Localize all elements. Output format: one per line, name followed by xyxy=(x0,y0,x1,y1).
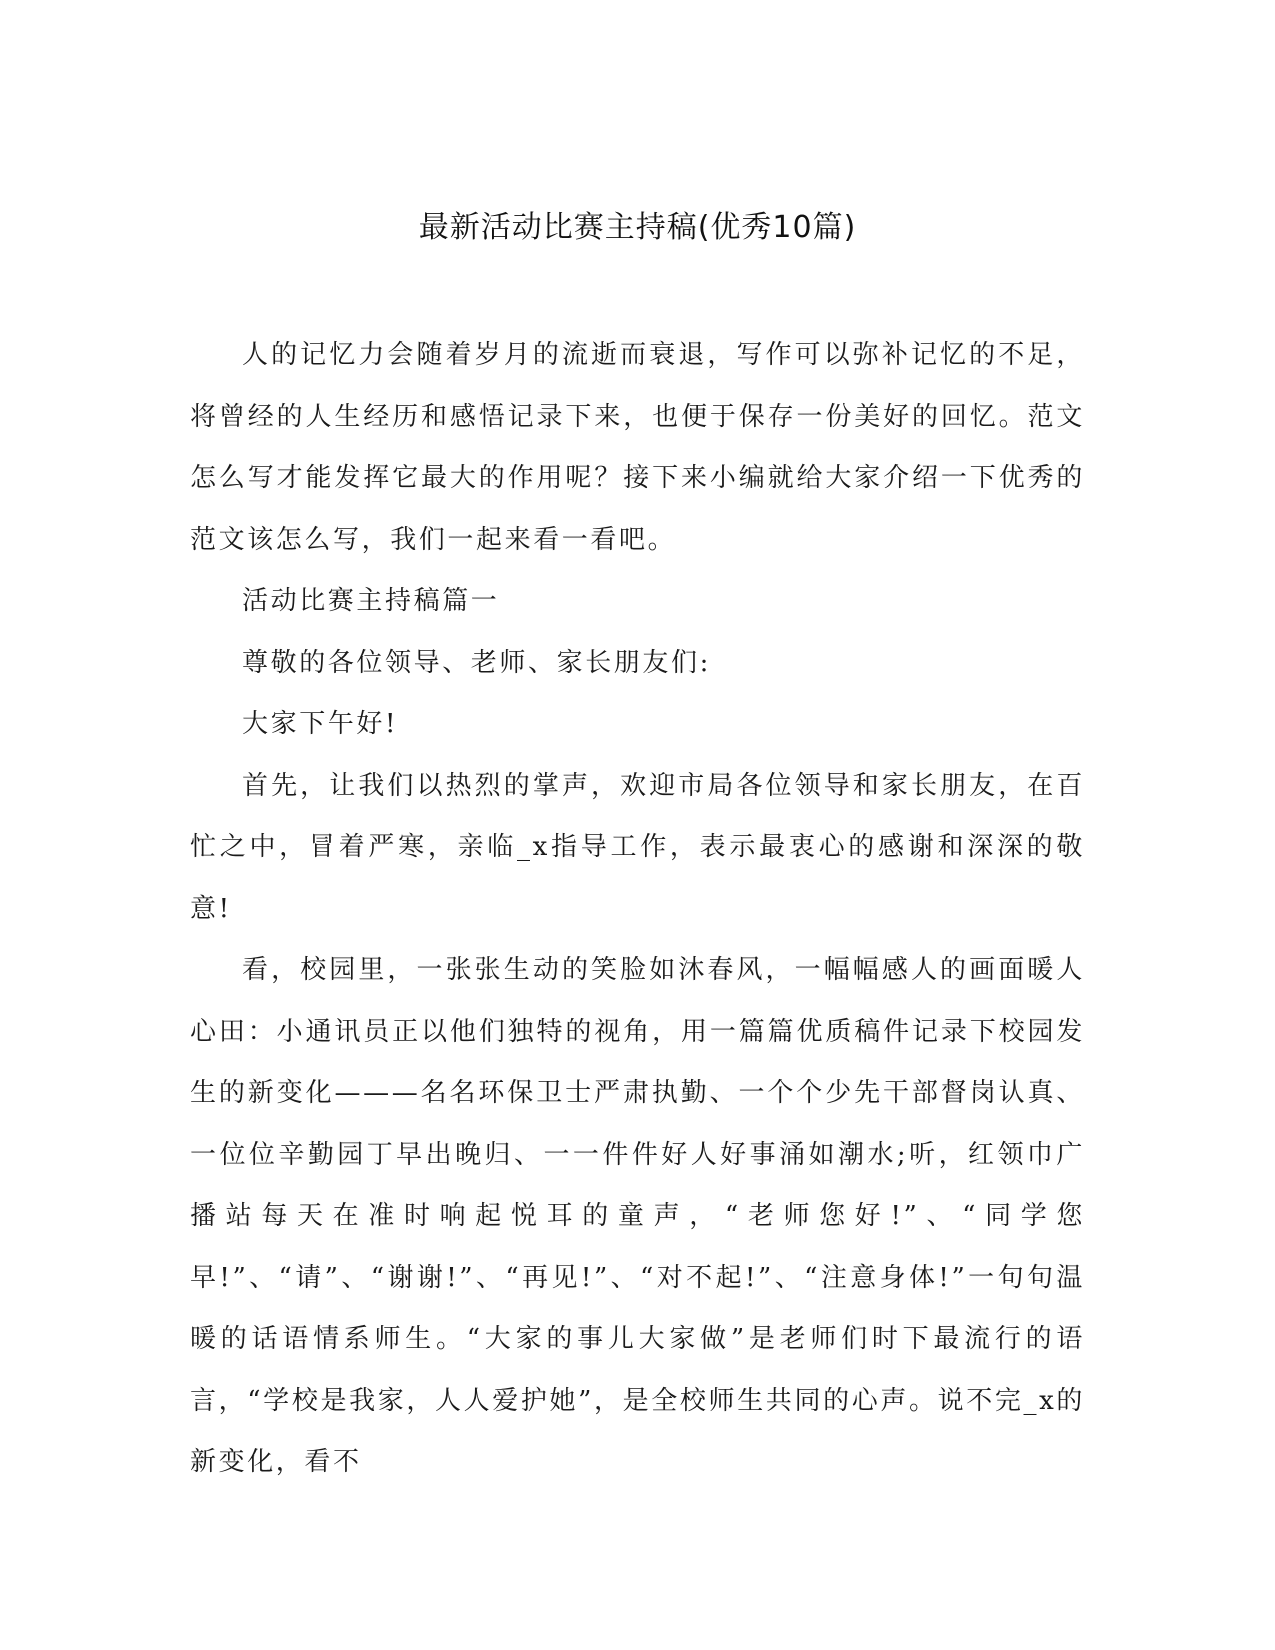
greeting-paragraph: 大家下午好! xyxy=(242,709,399,739)
document-title: 最新活动比赛主持稿(优秀10篇) xyxy=(418,210,857,245)
document-body xyxy=(190,325,1085,1494)
intro-paragraph: 人的记忆力会随着岁月的流逝而衰退，写作可以弥补记忆的不足，将曾经的人生经历和感悟记录下来，也便于保存一份美好的回忆。范文怎么写才能发挥它最大的作用呢？接下来小编就给大家介绍一下优秀的范文该怎么写，我们一起来看一看吧。 xyxy=(190,340,1085,555)
section-heading: 活动比赛主持稿篇一 xyxy=(242,586,500,616)
welcome-paragraph: 首先，让我们以热烈的掌声，欢迎市局各位领导和家长朋友，在百忙之中，冒着严寒，亲临_x指导工作，表示最衷心的感谢和深深的敬意! xyxy=(190,770,1085,924)
campus-paragraph: 看，校园里，一张张生动的笑脸如沐春风，一幅幅感人的画面暖人心田：小通讯员正以他们独特的视角，用一篇篇优质稿件记录下校园发生的新变化———名名环保卫士严肃执勤、一个个少先干部督岗认真、一位位辛勤园丁早出晚归、一一件件好人好事涌如潮水;听，红领巾广播站每天在准时响起悦耳的童声，“老师您好!”、“同学您早!”、“请”、“谢谢!”、“再见!”、“对不起!”、“注意身体!”一句句温暖的话语情系师生。“大家的事儿大家做”是老师们时下最流行的语言，“学校是我家，人人爱护她”，是全校师生共同的心声。说不完_x的新变化，看不 xyxy=(190,955,1085,1477)
salutation-paragraph: 尊敬的各位领导、老师、家长朋友们: xyxy=(242,647,711,678)
